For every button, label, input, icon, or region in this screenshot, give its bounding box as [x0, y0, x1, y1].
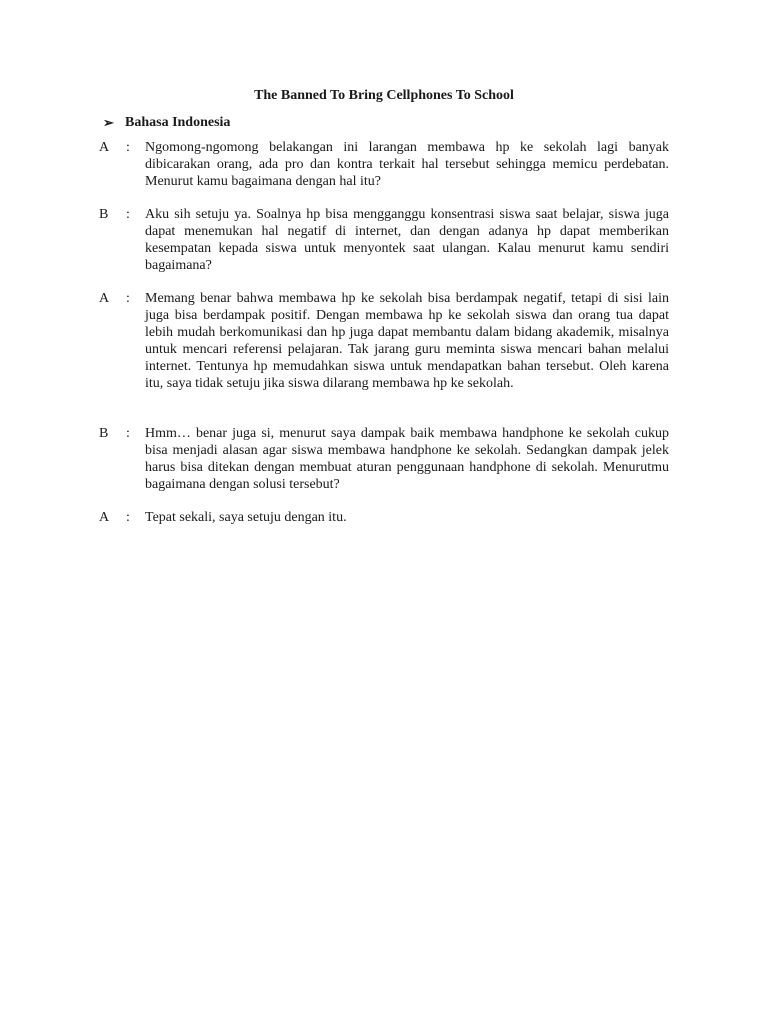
speaker-label: A — [99, 140, 110, 155]
dialogue-line — [99, 206, 669, 274]
speaker-label: B — [99, 426, 109, 441]
dialogue-text: Memang benar bahwa membawa hp ke sekolah bisa berdampak negatif, tetapi di sisi lain juga bisa berdampak positif. Dengan membawa hp ke sekolah siswa dan orang tua dapat lebih mudah berkomunikasi dan hp juga dapat membantu dalam bidang akademik, misalnya untuk mencari referensi pelajaran. Tak jarang guru meminta siswa mencari bahan melalui internet. Tentunya hp memudahkan siswa untuk mendapatkan bahan tersebut. Oleh karena itu, saya tidak setuju jika siswa dilarang membawa hp ke sekolah. — [145, 291, 669, 391]
speaker-label: A — [99, 291, 110, 306]
speaker-colon: : — [126, 207, 130, 222]
dialogue-line — [99, 425, 669, 493]
dialogue-line — [99, 139, 669, 190]
speaker-colon: : — [126, 510, 130, 525]
section-heading — [103, 114, 230, 132]
dialogue-text: Ngomong-ngomong belakangan ini larangan membawa hp ke sekolah lagi banyak dibicarakan orang, ada pro dan kontra terkait hal tersebut sehingga memicu perdebatan. Menurut kamu bagaimana dengan hal itu? — [145, 140, 669, 189]
dialogue-text: Hmm… benar juga si, menurut saya dampak baik membawa handphone ke sekolah cukup bisa menjadi alasan agar siswa membawa handphone ke sekolah. Sedangkan dampak jelek harus bisa ditekan dengan membuat aturan penggunaan handphone di sekolah. Menurutmu bagaimana dengan solusi tersebut? — [145, 426, 669, 492]
speaker-label: A — [99, 510, 110, 525]
speaker-label: B — [99, 207, 109, 222]
document-title: The Banned To Bring Cellphones To School — [254, 88, 514, 103]
section-heading-label: Bahasa Indonesia — [125, 115, 231, 130]
speaker-colon: : — [126, 426, 130, 441]
arrow-bullet-icon: ➢ — [103, 115, 114, 130]
dialogue-line — [99, 290, 669, 392]
speaker-colon: : — [126, 140, 130, 155]
dialogue-text: Tepat sekali, saya setuju dengan itu. — [145, 510, 347, 525]
speaker-colon: : — [126, 291, 130, 306]
dialogue-text: Aku sih setuju ya. Soalnya hp bisa mengganggu konsentrasi siswa saat belajar, siswa juga dapat menemukan hal negatif di internet, dan dengan adanya hp dapat memberikan kesempatan kepada siswa untuk menyontek saat ulangan. Kalau menurut kamu sendiri bagaimana? — [145, 207, 669, 273]
dialogue-line — [99, 509, 669, 526]
